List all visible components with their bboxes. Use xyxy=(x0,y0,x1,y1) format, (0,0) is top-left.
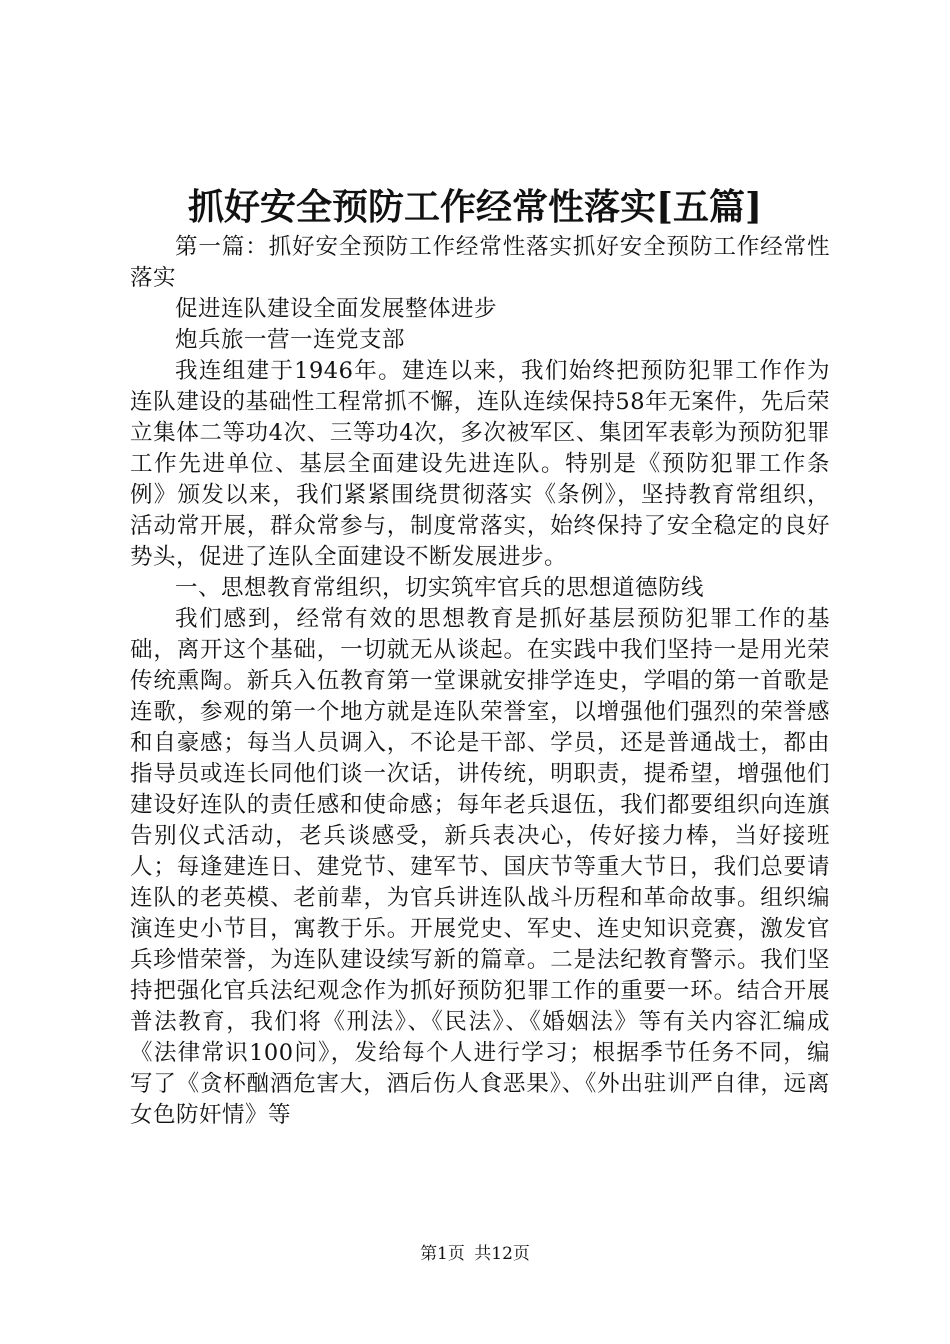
paragraph-intro: 我连组建于1946年。建连以来，我们始终把预防犯罪工作作为连队建设的基础性工程常抓不懈，连队连续保持58年无案件，先后荣立集体二等功4次、三等功4次，多次被军区、集团军表彰为预防犯罪工作先进单位、基层全面建设先进连队。特别是《预防犯罪工作条例》颁发以来，我们紧紧围绕贯彻落实《条例》，坚持教育常组织，活动常开展，群众常参与，制度常落实，始终保持了安全稳定的良好势头，促进了连队全面建设不断发展进步。 xyxy=(130,358,830,570)
page-number: 第1页 xyxy=(420,1244,465,1264)
document-body xyxy=(130,232,830,1131)
paragraph-chapter-heading: 第一篇：抓好安全预防工作经常性落实抓好安全预防工作经常性落实 xyxy=(130,234,830,291)
paragraph-subtitle: 促进连队建设全面发展整体进步 xyxy=(175,296,498,322)
paragraph-section-body: 我们感到，经常有效的思想教育是抓好基层预防犯罪工作的基础，离开这个基础，一切就无从谈起。在实践中我们坚持一是用光荣传统熏陶。新兵入伍教育第一堂课就安排学连史，学唱的第一首歌是连歌，参观的第一个地方就是连队荣誉室，以增强他们强烈的荣誉感和自豪感；每当人员调入，不论是干部、学员，还是普通战士，都由指导员或连长同他们谈一次话，讲传统，明职责，提希望，增强他们建设好连队的责任感和使命感；每年老兵退伍，我们都要组织向连旗告别仪式活动，老兵谈感受，新兵表决心，传好接力棒，当好接班人；每逢建连日、建党节、建军节、国庆节等重大节日，我们总要请连队的老英模、老前辈，为官兵讲连队战斗历程和革命故事。组织编演连史小节目，寓教于乐。开展党史、军史、连史知识竞赛，激发官兵珍惜荣誉，为连队建设续写新的篇章。二是法纪教育警示。我们坚持把强化官兵法纪观念作为抓好预防犯罪工作的重要一环。结合开展普法教育，我们将《刑法》、《民法》、《婚姻法》等有关内容汇编成《法律常识100问》，发给每个人进行学习；根据季节任务不同，编写了《贪杯酗酒危害大，酒后伤人食恶果》、《外出驻训严自律，远离女色防奸情》等 xyxy=(130,606,830,1128)
document-title: 抓好安全预防工作经常性落实[五篇] xyxy=(187,186,763,228)
page-footer xyxy=(0,1242,950,1266)
page-total: 共12页 xyxy=(474,1244,530,1264)
paragraph-section-heading: 一、思想教育常组织，切实筑牢官兵的思想道德防线 xyxy=(175,575,705,601)
paragraph-author: 炮兵旅一营一连党支部 xyxy=(175,327,406,353)
